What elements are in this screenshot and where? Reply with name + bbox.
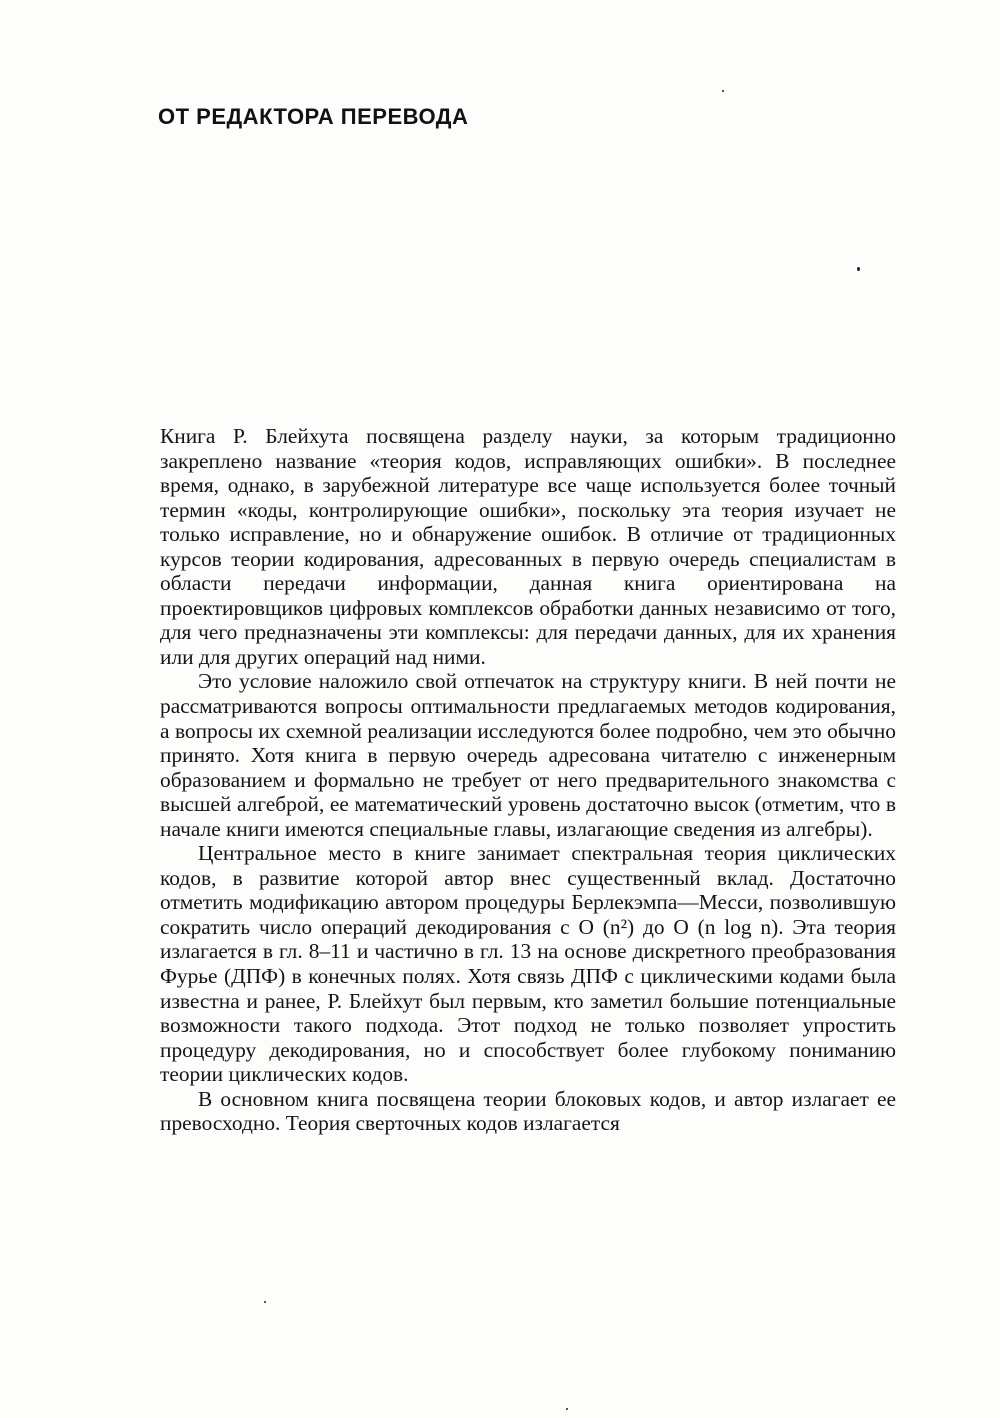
paragraph-3: Центральное место в книге занимает спектральная теория циклических кодов, в развитие которой автор внес существенный вклад. Достаточно отметить модификацию автором процедуры Берлекэмпа—Месси, позволившую сократить число операций декодирования с O (n²) до O (n log n). Эта теория излагается в гл. 8–11 и частично в гл. 13 на основе дискретного преобразования Фурье (ДПФ) в конечных полях. Хотя связь ДПФ с циклическими кодами была известна и ранее, Р. Блейхут был первым, кто заметил большие потенциальные возможности такого подхода. Этот подход не только позволяет упростить процедуру декодирования, но и способствует более глубокому пониманию теории циклических кодов. — [160, 841, 896, 1087]
body-text — [160, 424, 896, 1136]
scan-speck — [722, 90, 724, 92]
scan-speck — [264, 1301, 266, 1303]
paragraph-1: Книга Р. Блейхута посвящена разделу науки, за которым традиционно закреплено название «теория кодов, исправляющих ошибки». В последнее время, однако, в зарубежной литературе все чаще используется более точный термин «коды, контролирующие ошибки», поскольку эта теория изучает не только исправление, но и обнаружение ошибок. В отличие от традиционных курсов теории кодирования, адресованных в первую очередь специалистам в области передачи информации, данная книга ориентирована на проектировщиков цифровых комплексов обработки данных независимо от того, для чего предназначены эти комплексы: для передачи данных, для их хранения или для других операций над ними. — [160, 424, 896, 669]
page-heading: ОТ РЕДАКТОРА ПЕРЕВОДА — [158, 104, 469, 129]
scan-speck — [566, 1408, 568, 1410]
paragraph-2: Это условие наложило свой отпечаток на структуру книги. В ней почти не рассматриваются вопросы оптимальности предлагаемых методов кодирования, а вопросы их схемной реализации исследуются более подробно, чем это обычно принято. Хотя книга в первую очередь адресована читателю с инженерным образованием и формально не требует от него предварительного знакомства с высшей алгеброй, ее математический уровень достаточно высок (отметим, что в начале книги имеются специальные главы, излагающие сведения из алгебры). — [160, 669, 896, 841]
paragraph-4: В основном книга посвящена теории блоковых кодов, и автор излагает ее превосходно. Теория сверточных кодов излагается — [160, 1086, 896, 1136]
scan-speck — [857, 267, 860, 271]
